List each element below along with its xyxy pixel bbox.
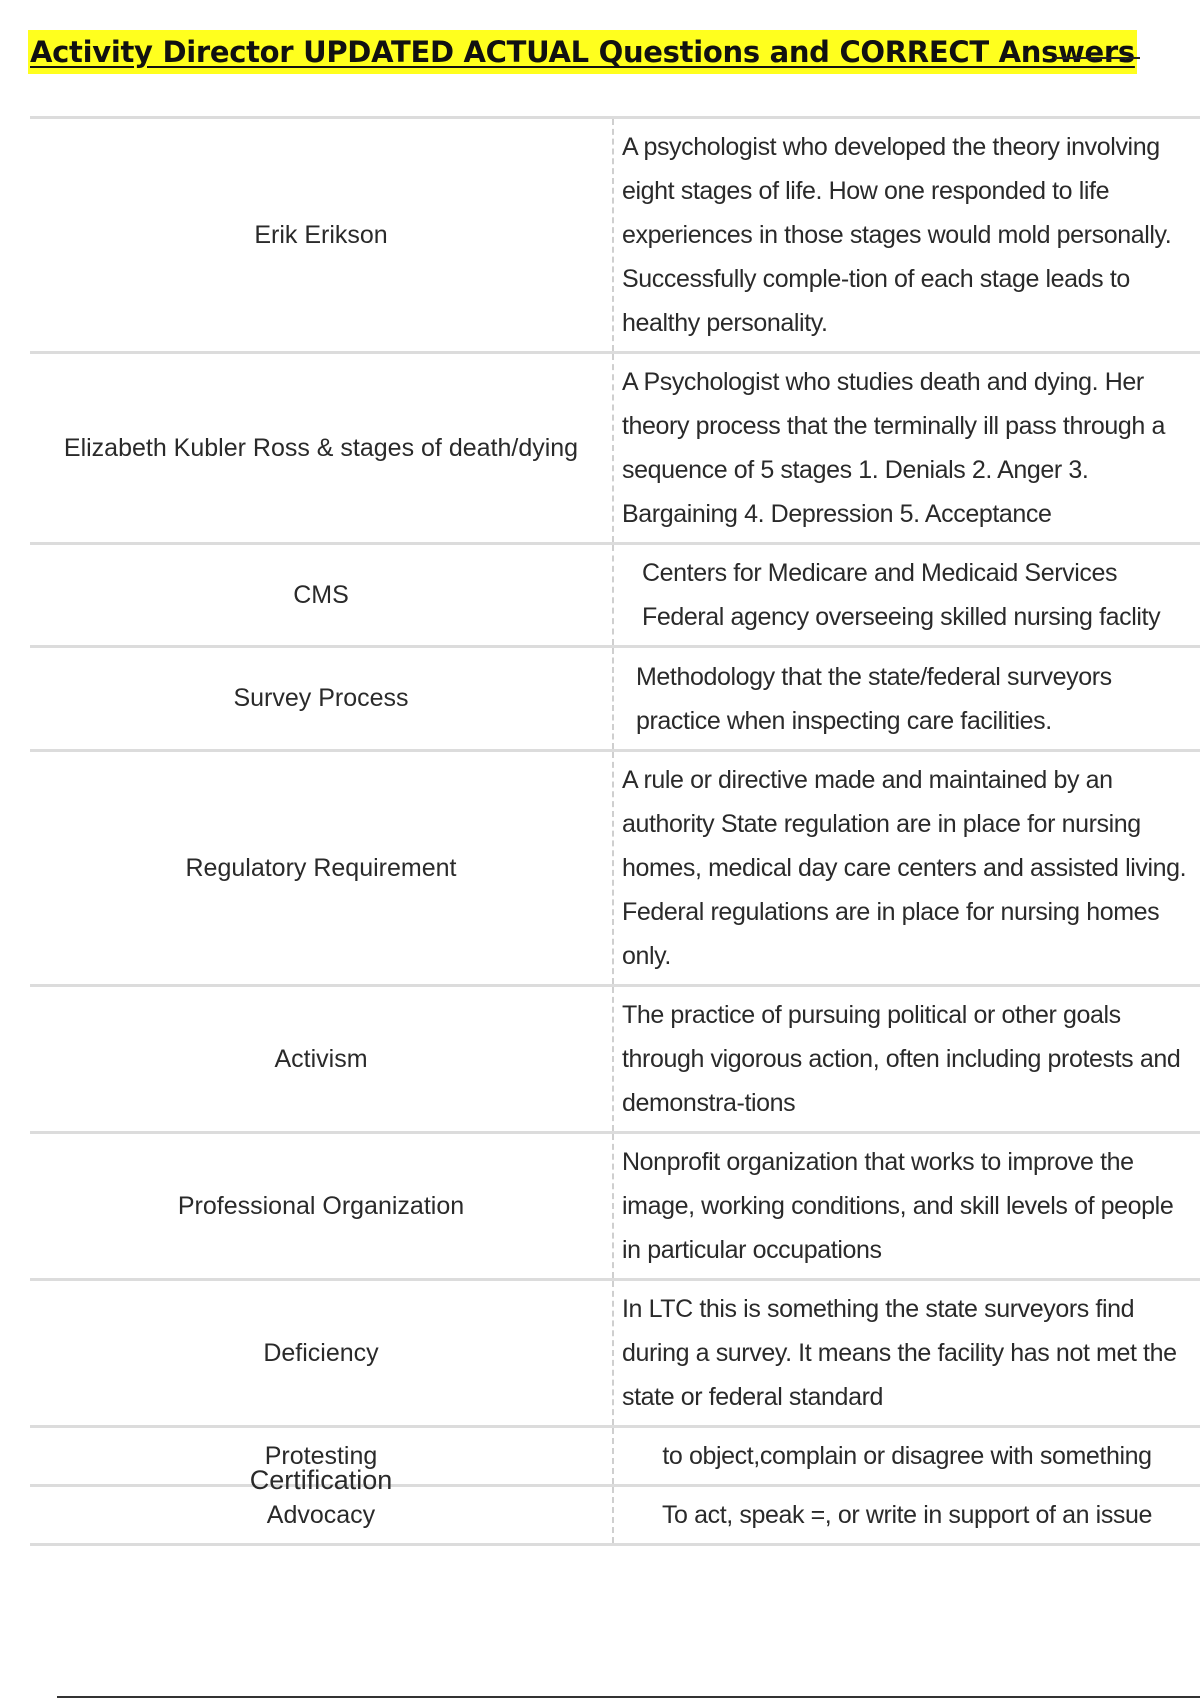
trailing-term: Certification	[249, 1465, 393, 1495]
table-row	[30, 647, 1200, 751]
table-row	[30, 544, 1200, 647]
definition-cell: A psychologist who developed the theory involving eight stages of life. How one responded to life experiences in those stages would mold personally. Successfully comple-tion of each stage leads to healthy personality.	[613, 118, 1200, 353]
definition-cell: The practice of pursuing political or other goals through vigorous action, often including protests and demonstra-tions	[613, 986, 1200, 1133]
term-cell: Professional Organization	[30, 1133, 613, 1280]
definition-cell: Centers for Medicare and Medicaid Services Federal agency overseeing skilled nursing faclity	[613, 544, 1200, 647]
term-cell: Erik Erikson	[30, 118, 613, 353]
table-row	[30, 118, 1200, 353]
table-row	[30, 1133, 1200, 1280]
definition-cell: to object,complain or disagree with something	[613, 1427, 1200, 1486]
footer-rule	[57, 1696, 1200, 1698]
title-rule	[1055, 57, 1140, 59]
document-header	[28, 30, 1148, 80]
term-cell: Deficiency	[30, 1280, 613, 1427]
term-cell: Activism	[30, 986, 613, 1133]
definition-cell: Nonprofit organization that works to improve the image, working conditions, and skill levels of people in particular occupations	[613, 1133, 1200, 1280]
term-cell: Elizabeth Kubler Ross & stages of death/dying	[30, 353, 613, 544]
definition-cell: A Psychologist who studies death and dying. Her theory process that the terminally ill pass through a sequence of 5 stages 1. Denials 2. Anger 3. Bargaining 4. Depression 5. Acceptance	[613, 353, 1200, 544]
document-title: Activity Director UPDATED ACTUAL Questions and CORRECT Answers	[28, 30, 1137, 74]
table-row	[30, 1280, 1200, 1427]
table-row	[30, 751, 1200, 986]
definition-cell: Methodology that the state/federal surveyors practice when inspecting care facilities.	[613, 647, 1200, 751]
term-cell: Survey Process	[30, 647, 613, 751]
term-cell: Protesting	[30, 1427, 613, 1486]
qa-table	[30, 116, 1200, 1546]
term-cell: CMS	[30, 544, 613, 647]
definition-cell: In LTC this is something the state surveyors find during a survey. It means the facility has not met the state or federal standard	[613, 1280, 1200, 1427]
term-cell: Advocacy	[30, 1486, 613, 1545]
definition-cell: To act, speak =, or write in support of an issue	[613, 1486, 1200, 1545]
definition-cell: A rule or directive made and maintained by an authority State regulation are in place for nursing homes, medical day care centers and assisted living. Federal regulations are in place for nursing homes only.	[613, 751, 1200, 986]
table-row	[30, 986, 1200, 1133]
table-row	[30, 353, 1200, 544]
term-cell: Regulatory Requirement	[30, 751, 613, 986]
